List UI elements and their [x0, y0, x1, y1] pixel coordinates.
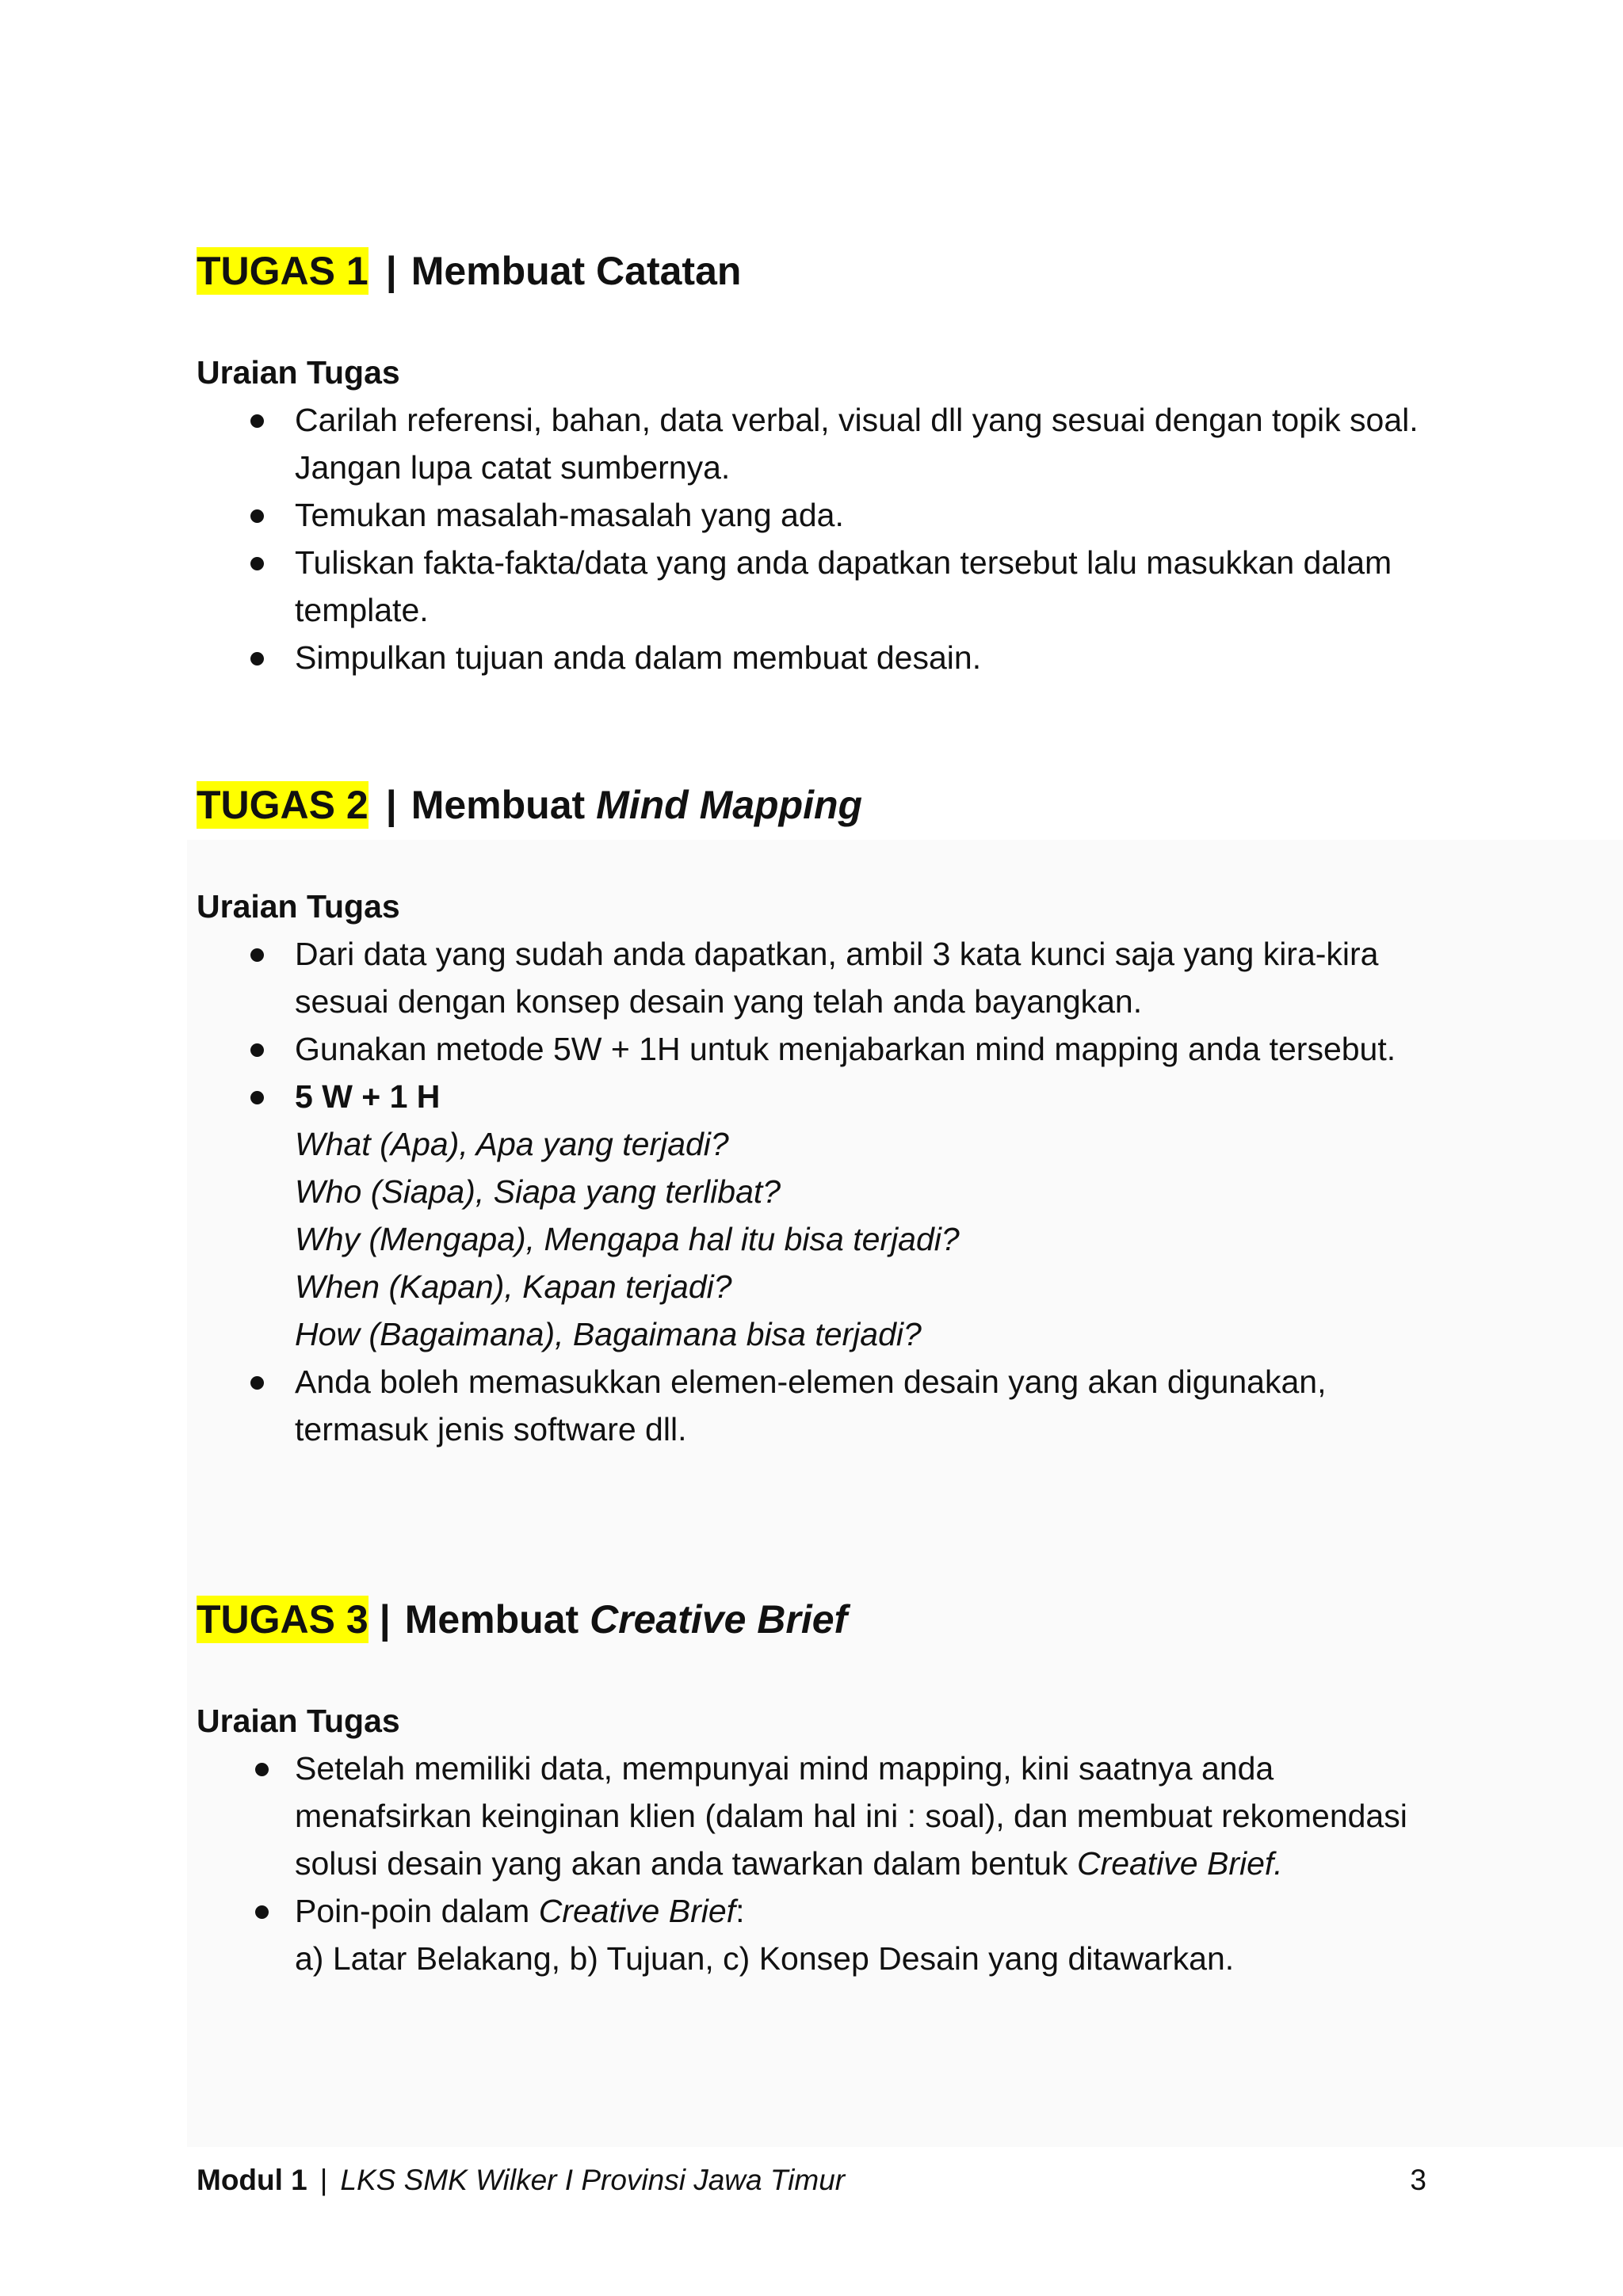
task-3-title-italic: Creative Brief [590, 1597, 848, 1642]
heading-separator: | [385, 249, 397, 293]
task-1-tag: TUGAS 1 [197, 249, 369, 293]
fivew-line: What (Apa), Apa yang terjadi? [295, 1126, 729, 1162]
fivew-line: When (Kapan), Kapan terjadi? [295, 1268, 732, 1305]
list-item-text: Carilah referensi, bahan, data verbal, visual dll yang sesuai dengan topik soal. Jangan lupa catat sumbernya. [295, 402, 1419, 486]
list-item [197, 1073, 1433, 1358]
list-item-text: Setelah memiliki data, mempunyai mind mapping, kini saatnya anda menafsirkan keinginan klien (dalam hal ini : soal), dan membuat rekomendasi solusi desain yang akan anda tawarkan dalam bentuk [295, 1750, 1407, 1882]
task-2-title-italic: Mind Mapping [596, 783, 863, 827]
task-1-title: Membuat Catatan [411, 249, 742, 293]
bullet-dot [250, 1091, 264, 1104]
page-number: 3 [1410, 2164, 1426, 2196]
bullet-dot [250, 948, 264, 962]
fivew-title: 5 W + 1 H [295, 1078, 441, 1115]
task-3-heading [197, 1596, 1433, 1643]
task-2-heading [197, 781, 1433, 829]
task-1-heading [197, 247, 1433, 295]
bullet-dot [255, 1763, 269, 1776]
task-3-section [197, 1596, 1433, 1982]
list-item [197, 1025, 1433, 1073]
list-item [197, 634, 1433, 681]
task-1-bullet-list [197, 396, 1433, 681]
footer-module: Modul 1 [197, 2164, 307, 2196]
list-item-text: Dari data yang sudah anda dapatkan, ambil 3 kata kunci saja yang kira-kira sesuai dengan konsep desain yang telah anda bayangkan. [295, 936, 1379, 1020]
list-item-italic: Creative Brief [538, 1893, 736, 1929]
bullet-dot [255, 1905, 269, 1919]
fivew-line: Who (Siapa), Siapa yang terlibat? [295, 1173, 781, 1210]
list-item-text: Gunakan metode 5W + 1H untuk menjabarkan mind mapping anda tersebut. [295, 1031, 1396, 1067]
bullet-dot [250, 1376, 264, 1390]
task-1-subheading: Uraian Tugas [197, 354, 400, 391]
bullet-dot [250, 557, 264, 570]
task-2-title-prefix: Membuat [411, 783, 597, 827]
list-item [197, 1887, 1433, 1982]
list-item-italic: Creative Brief. [1076, 1845, 1283, 1882]
task-2-section [197, 781, 1433, 1453]
task-3-subheading: Uraian Tugas [197, 1703, 400, 1739]
list-item-text: Anda boleh memasukkan elemen-elemen desain yang akan digunakan, termasuk jenis software dll. [295, 1363, 1327, 1447]
task-2-subheading: Uraian Tugas [197, 888, 400, 925]
heading-separator: | [379, 1597, 391, 1642]
footer-source: LKS SMK Wilker I Provinsi Jawa Timur [340, 2164, 846, 2196]
task-1-section [197, 247, 1433, 681]
task-3-bullet-list [197, 1745, 1433, 1982]
task-3-tag: TUGAS 3 [197, 1597, 369, 1642]
list-item [197, 396, 1433, 491]
heading-separator: | [385, 783, 397, 827]
list-item [197, 491, 1433, 539]
bullet-dot [250, 652, 264, 666]
list-item-text: Simpulkan tujuan anda dalam membuat desain. [295, 639, 982, 676]
task-3-title-prefix: Membuat [404, 1597, 590, 1642]
list-item [197, 930, 1433, 1025]
list-item-suffix: : [735, 1893, 745, 1929]
page-footer [197, 2158, 1426, 2203]
fivew-line: How (Bagaimana), Bagaimana bisa terjadi? [295, 1316, 922, 1352]
list-item-text: Tuliskan fakta-fakta/data yang anda dapatkan tersebut lalu masukkan dalam template. [295, 544, 1392, 628]
list-item [197, 1358, 1433, 1453]
task-2-bullet-list [197, 930, 1433, 1453]
list-item [197, 539, 1433, 634]
footer-separator: | [319, 2164, 328, 2196]
task-2-tag: TUGAS 2 [197, 783, 369, 827]
list-item-line: a) Latar Belakang, b) Tujuan, c) Konsep Desain yang ditawarkan. [295, 1940, 1235, 1977]
list-item [197, 1745, 1433, 1887]
bullet-dot [250, 509, 264, 523]
fivew-line: Why (Mengapa), Mengapa hal itu bisa terjadi? [295, 1221, 960, 1257]
list-item-text: Temukan masalah-masalah yang ada. [295, 497, 844, 533]
list-item-text: Poin-poin dalam [295, 1893, 539, 1929]
bullet-dot [250, 1043, 264, 1057]
bullet-dot [250, 414, 264, 428]
